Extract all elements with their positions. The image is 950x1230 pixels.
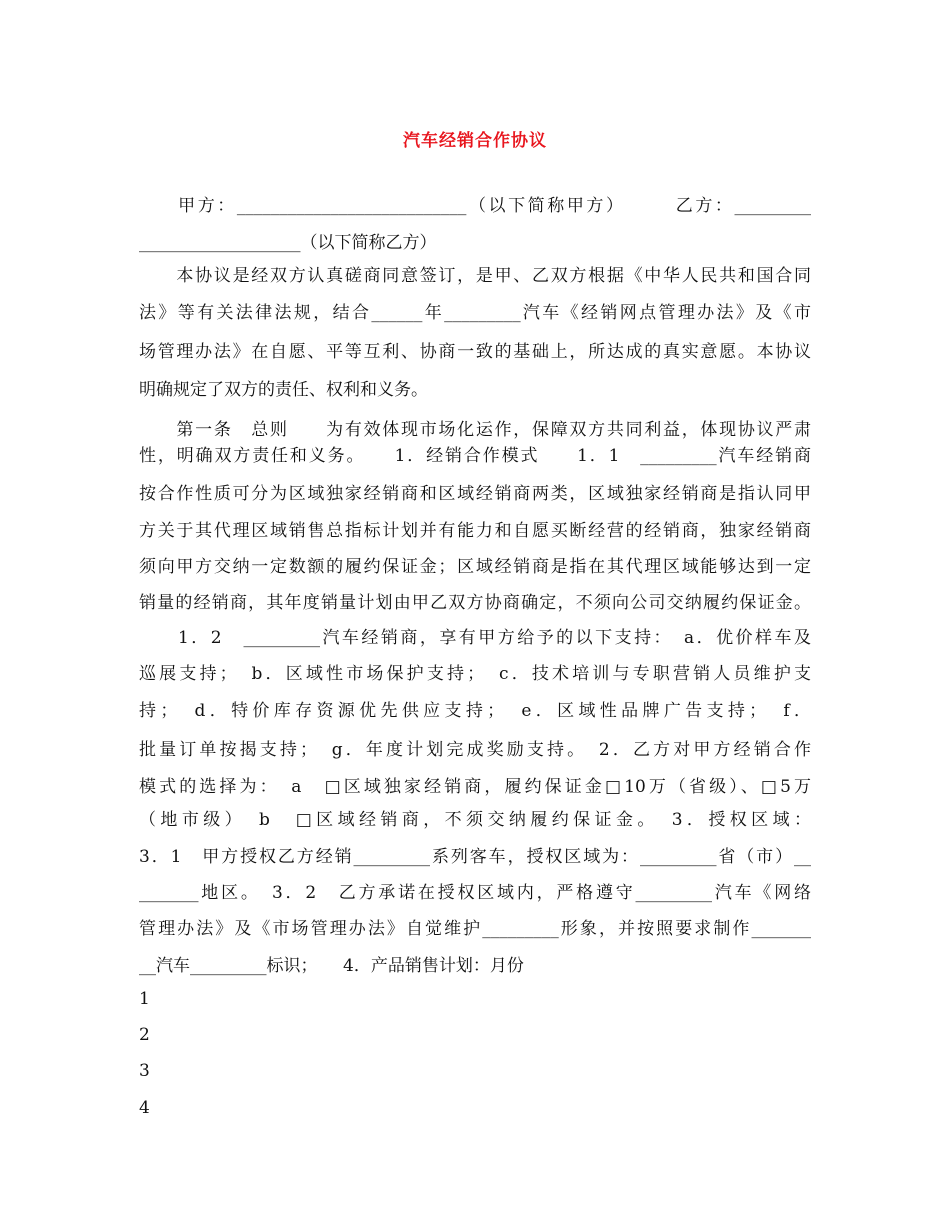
body-line: 4 xyxy=(139,1098,150,1118)
body-line: ___________________（以下简称乙方） xyxy=(139,233,437,253)
body-line: 须向甲方交纳一定数额的履约保证金；区域经销商是指在其代理区域能够达到一定 xyxy=(139,557,811,577)
body-line: 3．1 甲方授权乙方经销_________系列客车，授权区域为：_________省（市）__ xyxy=(139,847,811,867)
body-line: 持； d．特价库存资源优先供应支持； e．区域性品牌广告支持； f． xyxy=(139,701,811,721)
body-line: 本协议是经双方认真磋商同意签订，是甲、乙双方根据《中华人民共和国合同 xyxy=(139,266,811,286)
body-line: 明确规定了双方的责任、权利和义务。 xyxy=(139,380,428,400)
body-line: 按合作性质可分为区域独家经销商和区域经销商两类，区域独家经销商是指认同甲 xyxy=(139,484,811,504)
body-line: 2 xyxy=(139,1025,150,1045)
body-line: 场管理办法》在自愿、平等互利、协商一致的基础上，所达成的真实意愿。本协议 xyxy=(139,342,811,362)
body-line: 管理办法》及《市场管理办法》自觉维护_________形象，并按照要求制作_______ xyxy=(139,919,811,939)
body-line: 销量的经销商，其年度销量计划由甲乙双方协商确定，不须向公司交纳履约保证金。 xyxy=(139,593,811,613)
body-line: 批量订单按揭支持； g．年度计划完成奖励支持。 2．乙方对甲方经销合作 xyxy=(139,740,811,760)
body-line: 甲方：___________________________（以下简称甲方） 乙方：_________ xyxy=(139,196,811,216)
document-title: 汽车经销合作协议 xyxy=(403,131,547,151)
body-line: 3 xyxy=(139,1061,150,1081)
body-line: 1．2 _________汽车经销商，享有甲方给予的以下支持： a．优价样车及 xyxy=(139,628,811,648)
body-line: （地市级） b □区域经销商，不须交纳履约保证金。 3．授权区域： xyxy=(139,810,811,830)
body-line: _______地区。 3．2 乙方承诺在授权区域内，严格遵守_________汽车《网络 xyxy=(139,883,811,903)
body-line: 方关于其代理区域销售总指标计划并有能力和自愿买断经营的经销商，独家经销商 xyxy=(139,521,811,541)
body-line: 巡展支持； b．区域性市场保护支持； c．技术培训与专职营销人员维护支 xyxy=(139,664,811,684)
body-line: 性，明确双方责任和义务。 1．经销合作模式 1．1 _________汽车经销商 xyxy=(139,446,811,466)
body-line: 1 xyxy=(139,989,150,1009)
body-line: 法》等有关法律法规，结合______年_________汽车《经销网点管理办法》及《市 xyxy=(139,303,811,323)
body-line: 模式的选择为： a □区域独家经销商，履约保证金□10万（省级）、□5万 xyxy=(139,777,811,797)
body-line: 第一条 总则 为有效体现市场化运作，保障双方共同利益，体现协议严肃 xyxy=(139,420,811,440)
body-line: __汽车_________标识； 4．产品销售计划：月份 xyxy=(139,956,524,976)
